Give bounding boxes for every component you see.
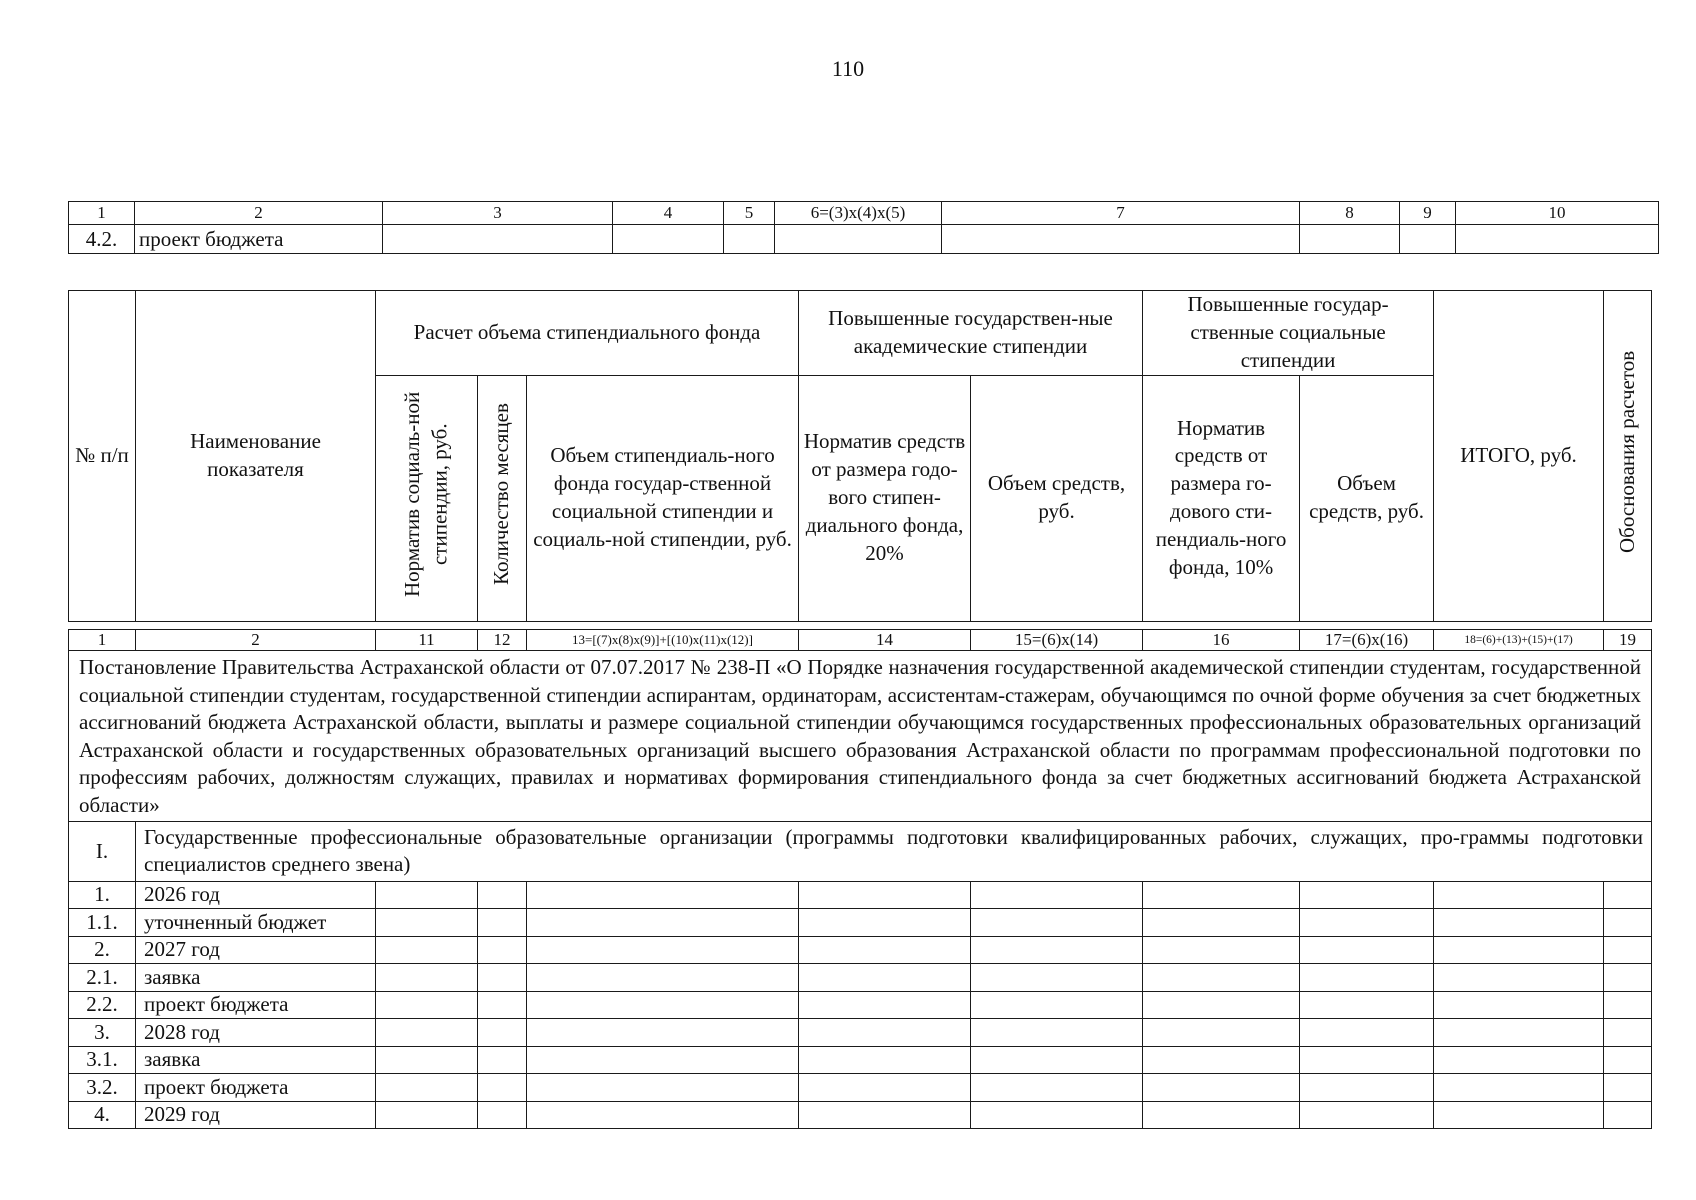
header-total: ИТОГО, руб. [1434,291,1604,622]
header-academic-norm: Норматив средств от размера годо-вого стипен-диального фонда, 20% [799,375,971,621]
empty-cell [775,225,942,254]
empty-cell [613,225,724,254]
row-name: заявка [136,1046,376,1074]
column-number: 10 [1456,202,1659,225]
table-row [69,1019,1652,1047]
table-row [69,991,1652,1019]
header-justification-cell [1604,291,1652,622]
table-row [69,881,1652,909]
column-number: 2 [136,630,376,651]
table-row [69,1046,1652,1074]
column-number: 5 [724,202,775,225]
section-row [69,822,1652,882]
header-group-academic: Повышенные государствен-ные академические стипендии [799,291,1143,376]
table-row [69,225,1659,254]
row-number: 4. [69,1101,136,1129]
row-number: 1.1. [69,909,136,937]
column-number: 19 [1604,630,1652,651]
column-number-row [69,202,1659,225]
column-number: 15=(6)x(14) [971,630,1143,651]
table-row [69,1101,1652,1129]
row-name: проект бюджета [136,991,376,1019]
header-group-social: Повышенные государ-ственные социальные стипендии [1143,291,1434,376]
row-number: 2. [69,936,136,964]
row-name: уточненный бюджет [136,909,376,937]
column-number: 1 [69,202,135,225]
column-number: 6=(3)x(4)x(5) [775,202,942,225]
empty-cell [1300,225,1400,254]
row-name: проект бюджета [136,1074,376,1102]
column-number: 12 [478,630,527,651]
header-months-cell [478,375,527,621]
row-number: 2.2. [69,991,136,1019]
row-number: 3.2. [69,1074,136,1102]
table-row [69,909,1652,937]
column-number: 9 [1400,202,1456,225]
table-row [69,936,1652,964]
empty-cell [724,225,775,254]
empty-cell [383,225,613,254]
row-name: проект бюджета [135,225,383,254]
column-number: 11 [376,630,478,651]
column-number: 4 [613,202,724,225]
decree-text: Постановление Правительства Астраханской области от 07.07.2017 № 238-П «О Порядке назначения государственной академической стипендии студентам, государственной социальной стипендии студентам, государственной стипендии аспирантам, ординаторам, ассистентам-стажерам, обучающимся по очной форме обучения за счет бюджетных ассигнований бюджета Астраханской области, выплаты и размере социальной стипендии обучающимся государственных профессиональных образовательных организаций Астраханской области и государственных образовательных организаций высшего образования Астраханской области по программам профессиональной подготовки по профессиям рабочих, должностям служащих, правилах и нормативах формирования стипендиального фонда за счет бюджетных ассигнований бюджета Астраханской области» [69,651,1652,822]
row-name: 2029 год [136,1101,376,1129]
scholarship-data-table [68,629,1652,1129]
header-social-raised-norm: Норматив средств от размера го-дового сти-пендиаль-ного фонда, 10% [1143,375,1300,621]
row-name: 2027 год [136,936,376,964]
header-social-norm: Норматив социаль-ной стипендии, руб. [400,391,452,597]
empty-cell [1400,225,1456,254]
column-number-row [69,630,1652,651]
decree-row [69,651,1652,822]
row-name: заявка [136,964,376,992]
column-number: 3 [383,202,613,225]
column-number: 16 [1143,630,1300,651]
row-number: 1. [69,881,136,909]
header-fund-volume: Объем стипендиаль-ного фонда государ-ственной социальной стипендии и социаль-ной стипендии, руб. [527,375,799,621]
continuation-table [68,201,1659,254]
column-number: 17=(6)x(16) [1300,630,1434,651]
page-number: 110 [831,56,865,81]
column-number: 2 [135,202,383,225]
header-social-raised-volume: Объем средств, руб. [1300,375,1434,621]
header-months: Количество месяцев [489,403,514,586]
column-number: 18=(6)+(13)+(15)+(17) [1434,630,1604,651]
row-number: 2.1. [69,964,136,992]
header-name: Наименование показателя [136,291,376,622]
column-number: 1 [69,630,136,651]
section-title: Государственные профессиональные образовательные организации (программы подготовки квалифицированных рабочих, служащих, про-граммы подготовки специалистов среднего звена) [136,822,1652,882]
header-justification: Обоснования расчетов [1614,350,1639,554]
scholarship-header-table [68,290,1652,622]
row-number: 3. [69,1019,136,1047]
empty-cell [1456,225,1659,254]
header-social-norm-cell [376,375,478,621]
row-number: 4.2. [69,225,135,254]
column-number: 8 [1300,202,1400,225]
column-number: 7 [942,202,1300,225]
column-number: 13=[(7)x(8)x(9)]+[(10)x(11)x(12)] [527,630,799,651]
row-name: 2028 год [136,1019,376,1047]
table-row [69,964,1652,992]
section-number: I. [69,822,136,882]
header-num: № п/п [69,291,136,622]
header-group-fund: Расчет объема стипендиального фонда [376,291,799,376]
row-number: 3.1. [69,1046,136,1074]
table-row [69,1074,1652,1102]
empty-cell [942,225,1300,254]
column-number: 14 [799,630,971,651]
row-name: 2026 год [136,881,376,909]
header-academic-volume: Объем средств, руб. [971,375,1143,621]
